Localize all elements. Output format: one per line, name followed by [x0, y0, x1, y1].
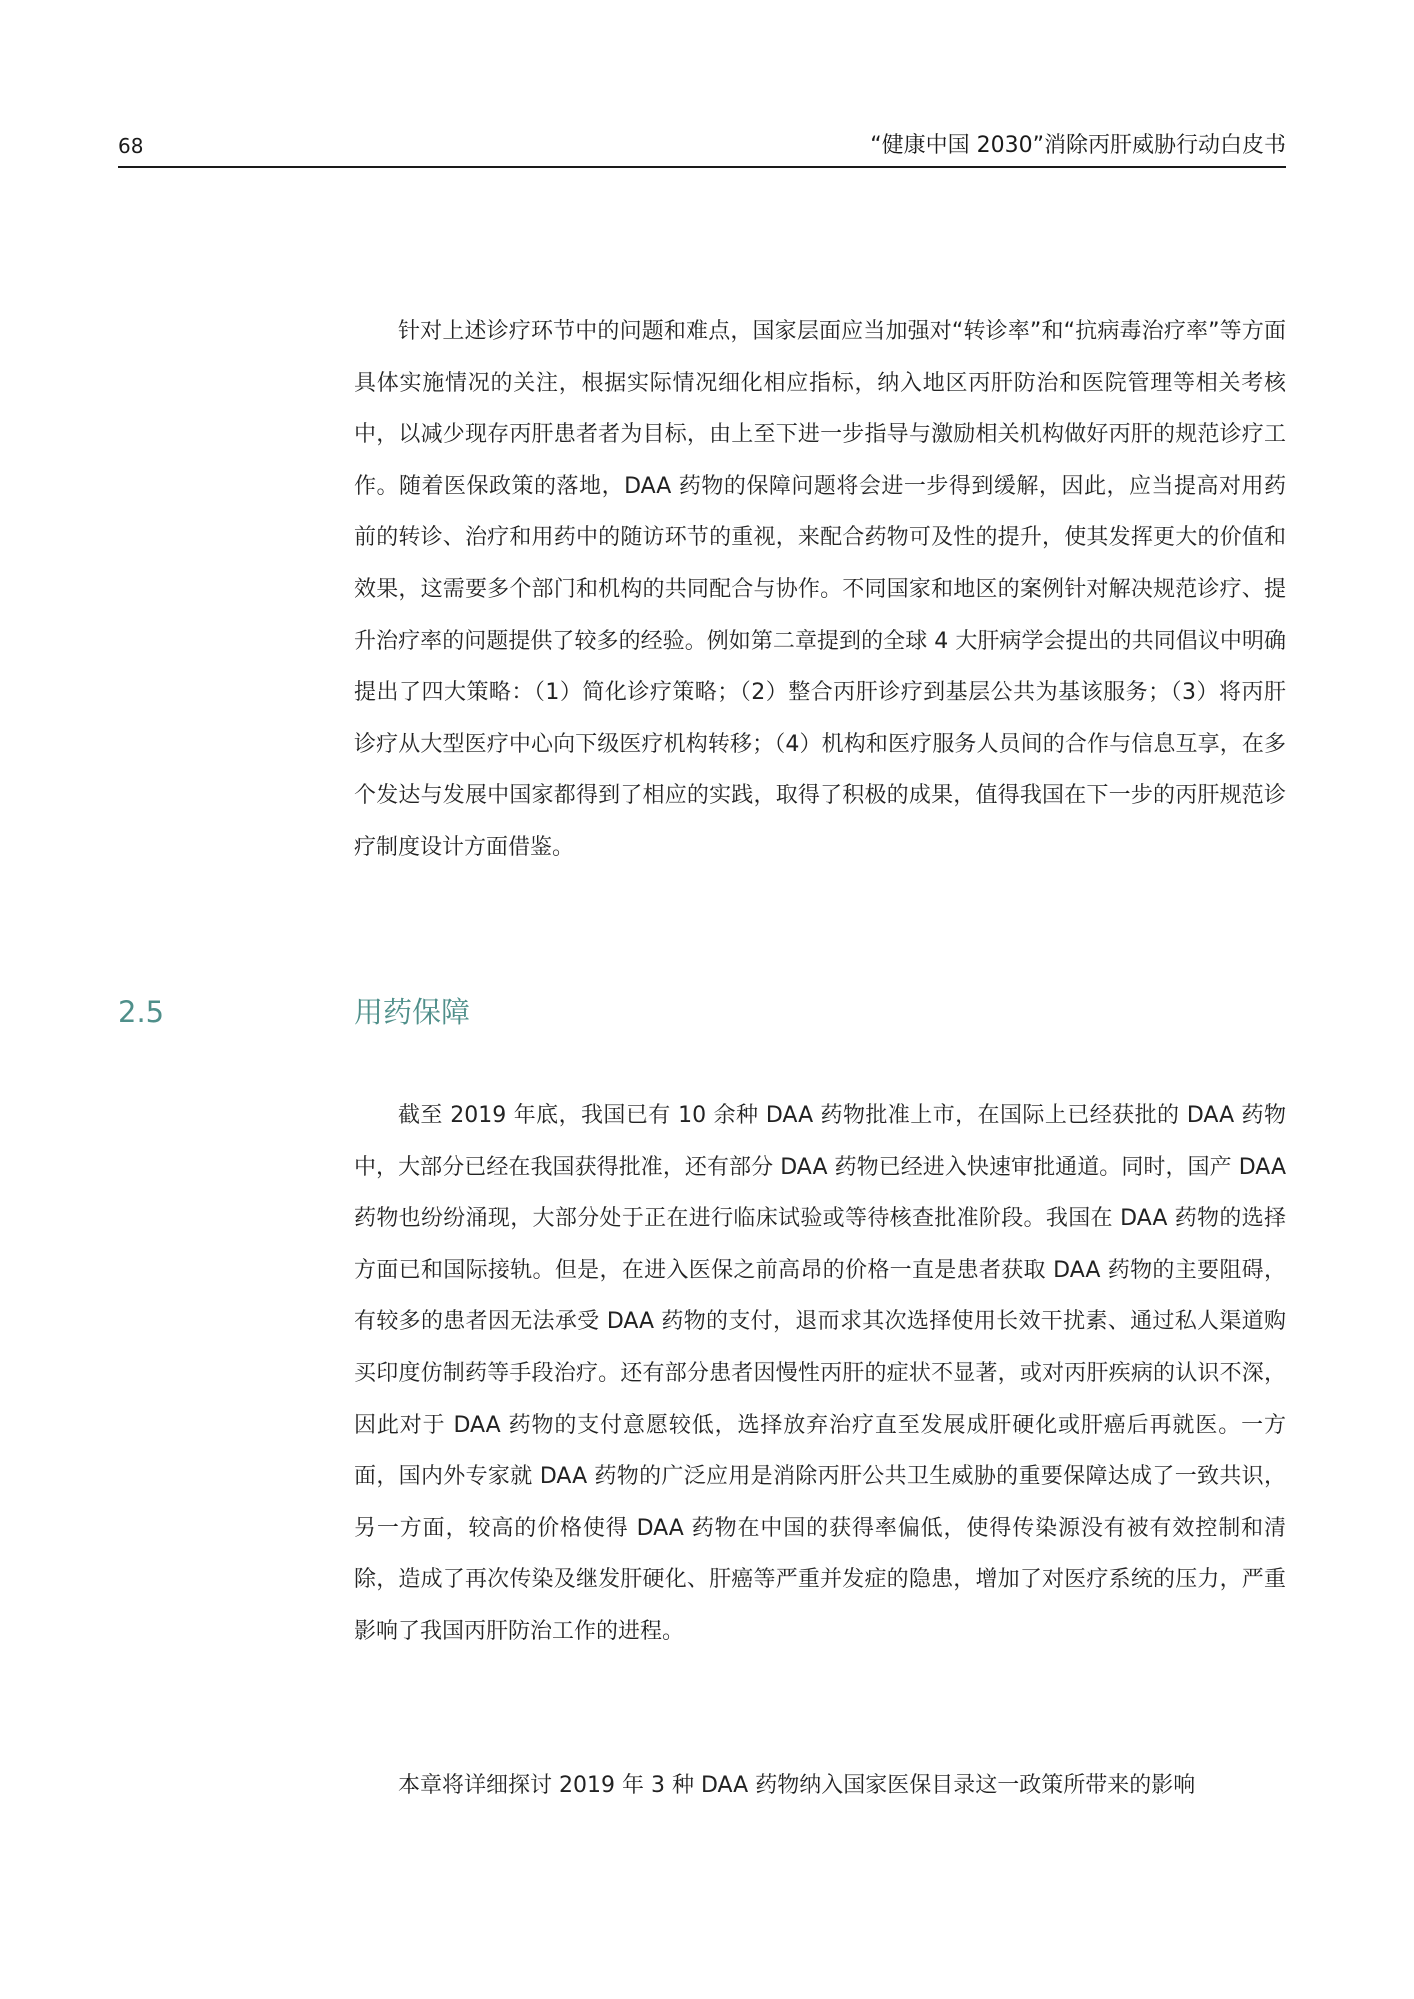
running-title: “健康中国 2030”消除丙肝威胁行动白皮书 — [870, 133, 1286, 158]
body-paragraph: 截至 2019 年底，我国已有 10 余种 DAA 药物批准上市，在国际上已经获批的 DAA 药物中，大部分已经在我国获得批准，还有部分 DAA 药物已经进入快速审批通道。同时，国产 DAA 药物也纷纷涌现，大部分处于正在进行临床试验或等待核查批准阶段。我国在 DAA 药物的选择方面已和国际接轨。但是，在进入医保之前高昂的价格一直是患者获取 DAA 药物的主要阻碍，有较多的患者因无法承受 DAA 药物的支付，退而求其次选择使用长效干扰素、通过私人渠道购买印度仿制药等手段治疗。还有部分患者因慢性丙肝的症状不显著，或对丙肝疾病的认识不深，因此对于 DAA 药物的支付意愿较低，选择放弃治疗直至发展成肝硬化或肝癌后再就医。一方面，国内外专家就 DAA 药物的广泛应用是消除丙肝公共卫生威胁的重要保障达成了一致共识，另一方面，较高的价格使得 DAA 药物在中国的获得率偏低，使得传染源没有被有效控制和清除，造成了再次传染及继发肝硬化、肝癌等严重并发症的隐患，增加了对医疗系统的压力，严重影响了我国丙肝防治工作的进程。 — [354, 1103, 1286, 1644]
section-number: 2.5 — [118, 995, 165, 1029]
body-paragraph: 针对上述诊疗环节中的问题和难点，国家层面应当加强对“转诊率”和“抗病毒治疗率”等方面具体实施情况的关注，根据实际情况细化相应指标，纳入地区丙肝防治和医院管理等相关考核中，以减少现存丙肝患者者为目标，由上至下进一步指导与激励相关机构做好丙肝的规范诊疗工作。随着医保政策的落地，DAA 药物的保障问题将会进一步得到缓解，因此，应当提高对用药前的转诊、治疗和用药中的随访环节的重视，来配合药物可及性的提升，使其发挥更大的价值和效果，这需要多个部门和机构的共同配合与协作。不同国家和地区的案例针对解决规范诊疗、提升治疗率的问题提供了较多的经验。例如第二章提到的全球 4 大肝病学会提出的共同倡议中明确提出了四大策略：（1）简化诊疗策略；（2）整合丙肝诊疗到基层公共为基该服务；（3）将丙肝诊疗从大型医疗中心向下级医疗机构转移；（4）机构和医疗服务人员间的合作与信息互享，在多个发达与发展中国家都得到了相应的实践，取得了积极的成果，值得我国在下一步的丙肝规范诊疗制度设计方面借鉴。 — [354, 319, 1286, 860]
body-paragraph: 本章将详细探讨 2019 年 3 种 DAA 药物纳入国家医保目录这一政策所带来的影响 — [398, 1773, 1196, 1798]
section-title: 用药保障 — [354, 995, 471, 1029]
header-rule — [118, 166, 1286, 168]
page-number: 68 — [118, 134, 144, 158]
